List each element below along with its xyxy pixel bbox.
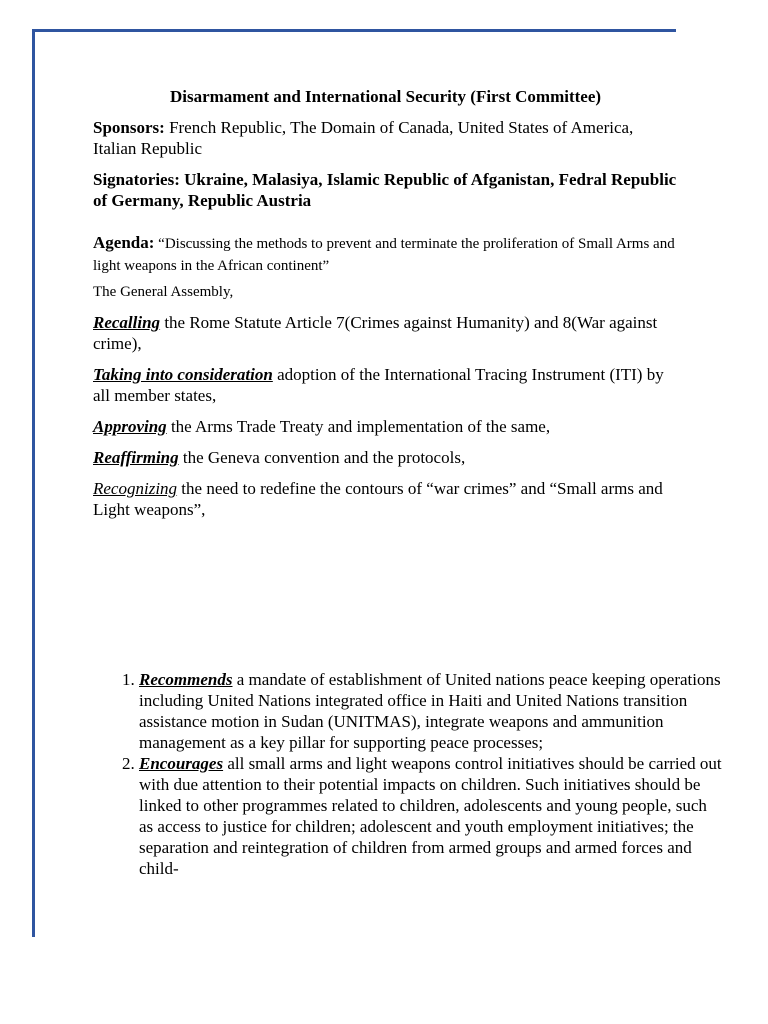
agenda-line [93, 232, 678, 276]
agenda-text: “Discussing the methods to prevent and terminate the proliferation of Small Arms and light weapons in the African continent” [93, 236, 675, 274]
preamble-phrase: Reaffirming [93, 448, 179, 467]
operative-clause [139, 753, 724, 879]
agenda-label: Agenda: [93, 233, 155, 252]
operative-text: all small arms and light weapons control initiatives should be carried out with due attention to their potential impacts on children. Such initiatives should be linked to other programmes related to children, adolescents and young people, such as access to justice for children; adolescent and youth employment initiatives; the separation and reintegration of children from armed groups and armed forces and child- [139, 754, 722, 878]
preamble-clause [93, 312, 678, 354]
sponsors-line [93, 117, 678, 159]
sponsors-text: French Republic, The Domain of Canada, United States of America, Italian Republic [93, 118, 634, 158]
committee-title: Disarmament and International Security (First Committee) [169, 87, 602, 106]
preamble-clause [93, 447, 678, 468]
preamble-text: the Geneva convention and the protocols, [178, 448, 466, 467]
preamble-phrase: Recalling [93, 313, 161, 332]
preamble-text: the Arms Trade Treaty and implementation of the same, [166, 417, 551, 436]
sponsors-label: Sponsors: [93, 118, 165, 137]
preamble-phrase: Recognizing [93, 479, 178, 498]
preamble-phrase: Taking into consideration [93, 365, 273, 384]
operative-text: a mandate of establishment of United nations peace keeping operations including United Nations integrated office in Haiti and United Nations transition assistance motion in Sudan (UNITMAS), integrate weapons and ammunition management as a key pillar for supporting peace processes; [139, 670, 721, 752]
page-border-top [32, 29, 676, 32]
preamble-clause [93, 364, 678, 406]
preamble-clause [93, 478, 678, 520]
operative-clauses [93, 669, 724, 879]
signatories-line [93, 169, 678, 211]
preamble-phrase: Approving [93, 417, 167, 436]
preamble-text: the Rome Statute Article 7(Crimes against Humanity) and 8(War against crime), [93, 313, 658, 353]
operative-phrase: Encourages [139, 754, 224, 773]
signatories-label: Signatories: [93, 170, 180, 189]
resolution-document [93, 86, 678, 530]
operative-clause [139, 669, 724, 753]
signatories-text: Ukraine, Malasiya, Islamic Republic of Afganistan, Fedral Republic of Germany, Republic Austria [93, 170, 677, 210]
preamble-text: adoption of the International Tracing Instrument (ITI) by all member states, [93, 365, 664, 405]
general-assembly-heading: The General Assembly, [93, 284, 234, 300]
preamble-clause [93, 416, 678, 437]
preamble-text: the need to redefine the contours of “war crimes” and “Small arms and Light weapons”, [93, 479, 663, 519]
operative-phrase: Recommends [139, 670, 233, 689]
page-border-left [32, 29, 35, 937]
